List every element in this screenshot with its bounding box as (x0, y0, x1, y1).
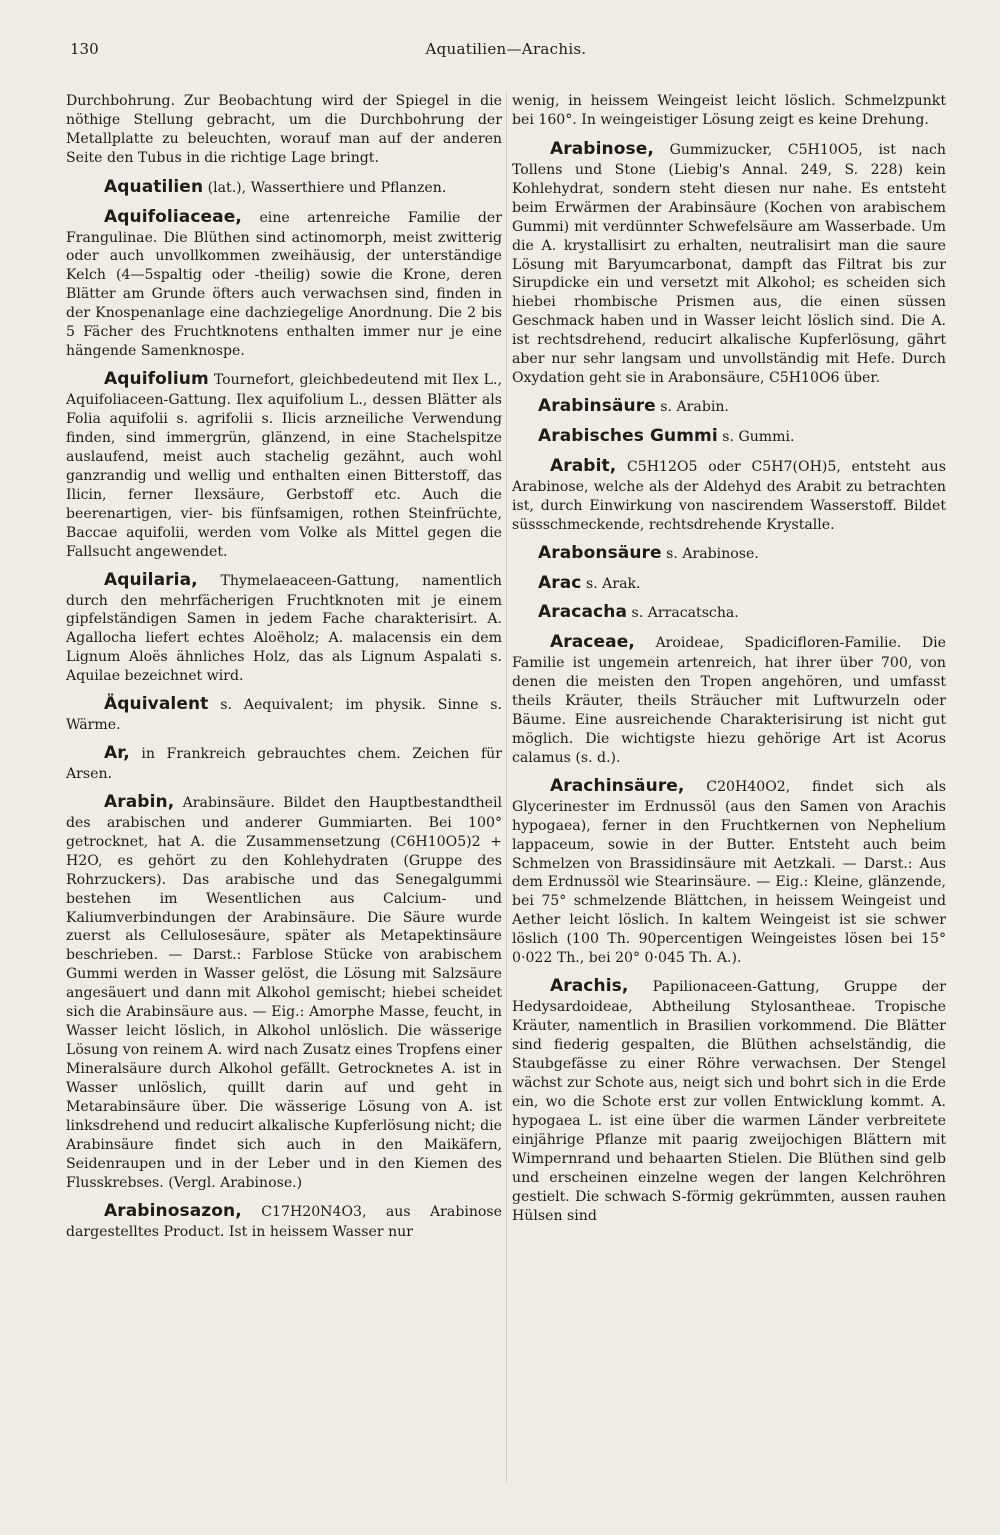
continuation-text: wenig, in heissem Weingeist leicht löslich. Schmelzpunkt bei 160°. In weingeistiger Lösung zeigt es keine Drehung. (512, 93, 946, 128)
entry-body: Arabinsäure. Bildet den Hauptbestandtheil des arabischen und anderer Gummiarten. Bei 100° getrocknet, hat A. die Zusammensetzung (C6H10O5)2 + H2O, es gehört zu den Kohlehydraten (Gruppe des Rohrzuckers). Das arabische und das Senegalgummi bestehen im Wesentlichen aus Calcium- und Kaliumverbindungen der Arabinsäure. Die Säure wurde zuerst als Cellulosesäure, später als Metapektinsäure beschrieben. — Darst.: Farblose Stücke von arabischem Gummi werden in Wasser gelöst, die Lösung mit Salzsäure angesäuert und dann mit Alkohol gemischt; hiebei scheidet sich die Arabinsäure aus. — Eig.: Amorphe Masse, feucht, in Wasser leicht löslich, in Alkohol unlöslich. Die wässerige Lösung von reinem A. wird nach Zusatz eines Tropfens einer Mineralsäure durch Alkohol gefällt. Getrocknetes A. ist in Wasser unlöslich, quillt darin auf und geht in Metarabinsäure über. Die wässerige Lösung von A. ist linksdrehend und reducirt alkalische Kupferlösung nicht; die Arabinsäure findet sich auch in den Maikäfern, Seidenraupen und in der Leber und in den Kiemen des Flusskrebses. (Vergl. Arabinose.) (66, 794, 502, 1191)
headword: Arabin, (104, 791, 175, 812)
entry-aquifoliaceae (66, 206, 502, 362)
entry-body: Papilionaceen-Gattung, Gruppe der Hedysardoideae, Abtheilung Stylosantheae. Tropische Kräuter, namentlich in Brasilien vorkommend. Die Blätter sind fiederig gespalten, die Blüthen achselständig, die Staubgefässe zu einer Röhre verwachsen. Der Stengel wächst zur Schote aus, neigt sich und bohrt sich in die Erde ein, wo die Schote erst zur vollen Entwicklung kommt. A. hypogaea L. ist eine über die warmen Länder verbreitete einjährige Pflanze mit paarig zweijochigen Blättern mit Wimpernrand und behaarten Stielen. Die Blüthen sind gelb und erscheinen einzelne wegen der langen Kelchröhren gestielt. Die schwach S-förmig gekrümmten, aussen rauhen Hülsen sind (512, 979, 946, 1224)
entry-arabisches-gummi (512, 425, 946, 448)
headword: Arabit, (550, 455, 617, 476)
entry-body: s. Aequivalent; im physik. Sinne s. Wärme. (66, 697, 502, 734)
entry-body: C5H12O5 oder C5H7(OH)5, entsteht aus Arabinose, welche als der Aldehyd des Arabit zu betrachten ist, durch Einwirkung von nascirendem Wasserstoff. Bildet süssschmeckende, rechtsdrehende Krystalle. (512, 458, 946, 533)
entry-body: C20H40O2, findet sich als Glycerinester im Erdnussöl (aus den Samen von Arachis hypogaea), ferner in den Fruchtkernen von Nephelium lappaceum, sowie in der Butter. Entsteht auch beim Schmelzen von Brassidinsäure mit Aetzkali. — Darst.: Aus dem Erdnussöl wie Stearinsäure. — Eig.: Kleine, glänzende, bei 75° schmelzende Blättchen, in heissem Weingeist und Aether leicht löslich. In kaltem Weingeist ist sie schwer löslich (100 Th. 90percentigen Weingeistes lösen bei 15° 0·022 Th., bei 20° 0·045 Th. A.). (512, 778, 946, 967)
entry-body: s. Arak. (581, 575, 641, 592)
headword: Äquivalent (104, 694, 209, 715)
headword: Aracacha (538, 602, 628, 623)
entry-arabonsaeure (512, 542, 946, 565)
entry-aquilaria (66, 569, 502, 687)
entry-arachinsaeure (512, 775, 946, 968)
headword: Arachis, (550, 976, 629, 997)
entry-ar (66, 742, 502, 784)
entry-arabit (512, 455, 946, 535)
headword: Aquatilien (104, 176, 204, 197)
headword: Aquifoliaceae, (104, 206, 242, 227)
entry-body: s. Arabinose. (661, 545, 759, 562)
left-column (66, 92, 502, 1249)
entry-aracacha (512, 601, 946, 624)
entry-body: Tournefort, gleichbedeutend mit Ilex L., Aquifoliaceen-Gattung. Ilex aquifolium L., dessen Blätter als Folia aquifolii s. agrifolii s. Ilicis arzneiliche Verwendung finden, sind immergrün, glänzend, in eine Stachelspitze auslaufend, meist auch stachelig gezähnt, auch wohl ganzrandig und wellig und enthalten einen Bitterstoff, das Ilicin, ferner Ilexsäure, Gerbstoff etc. Auch die beerenartigen, vier- bis fünfsamigen, rothen Steinfrüchte, Baccae aquifolii, werden vom Volke als Mittel gegen die Fallsucht angewendet. (66, 372, 502, 560)
entry-arachis (512, 975, 946, 1225)
entry-arac (512, 572, 946, 595)
headword: Arac (538, 572, 582, 593)
entry-aquifolium (66, 368, 502, 561)
entry-arabinose (512, 138, 946, 388)
entry-aquatilien (66, 176, 502, 199)
entry-araceae (512, 631, 946, 768)
headword: Arabisches Gummi (538, 426, 718, 447)
headword: Arabinose, (550, 138, 654, 159)
headword: Arabinosazon, (104, 1200, 242, 1221)
headword: Ar, (104, 743, 130, 764)
headword: Aquifolium (104, 369, 209, 390)
entry-body: (lat.), Wasserthiere und Pflanzen. (203, 179, 447, 196)
page-header (70, 40, 942, 66)
entry-body: s. Gummi. (717, 429, 795, 446)
headword: Arabinsäure (538, 396, 656, 417)
running-head: Aquatilien—Arachis. (425, 40, 587, 58)
entry-arabin (66, 791, 502, 1193)
entry-body: C17H20N4O3, aus Arabinose dargestelltes Product. Ist in heissem Wasser nur (66, 1203, 502, 1240)
continuation-text: Durchbohrung. Zur Beobachtung wird der Spiegel in die nöthige Stellung gebracht, um die Durchbohrung der Metallplatte zu beleuchten, worauf man auf der anderen Seite den Tubus in die richtige Lage bringt. (66, 93, 502, 166)
headword: Aquilaria, (104, 569, 198, 590)
headword: Araceae, (550, 632, 635, 653)
entry-body: eine artenreiche Familie der Frangulinae. Die Blüthen sind actinomorph, meist zwitterig oder auch unvollkommen zweihäusig, der unterständige Kelch (4—5spaltig oder -theilig) sowie die Krone, deren Blätter am Grunde öfters auch verwachsen sind, finden in der Knospenanlage eine dachziegelige Anordnung. Die 2 bis 5 Fächer des Fruchtknotens enthalten immer nur je eine hängende Samenknospe. (66, 209, 502, 360)
entry-aequivalent (66, 693, 502, 735)
entry-arabinsaeure (512, 395, 946, 418)
page-number: 130 (70, 40, 99, 58)
entry-body: Aroideae, Spadicifloren-Familie. Die Familie ist ungemein artenreich, hat ihrer über 700, von denen die meisten den Tropen angehören, und umfasst theils Kräuter, theils Sträucher mit Luftwurzeln oder Bäume. Eine ausreichende Charakterisirung ist nicht gut möglich. Die wichtigste hiezu gehörige Art ist Acorus calamus (s. d.). (512, 635, 946, 766)
headword: Arabonsäure (538, 542, 662, 563)
headword: Arachinsäure, (550, 775, 685, 796)
column-divider (506, 92, 507, 1482)
entry-body: Thymelaeaceen-Gattung, namentlich durch den mehrfächerigen Fruchtknoten mit je einem gipfelständigen Samen in jedem Fache charakterisirt. A. Agallocha liefert echtes Aloëholz; A. malacensis ein dem Lignum Aloës ähnliches Holz, das als Lignum Aspalati s. Aquilae bezeichnet wird. (66, 572, 502, 685)
entry-body: s. Arracatscha. (627, 605, 739, 622)
entry-body: Gummizucker, C5H10O5, ist nach Tollens und Stone (Liebig's Annal. 249, S. 228) kein Kohlehydrat, sondern steht diesen nur nahe. Es entsteht beim Erwärmen der Arabinsäure (Kochen von arabischem Gummi) mit verdünnter Schwefelsäure am Wasserbade. Um die A. krystallisirt zu erhalten, neutralisirt man die saure Lösung mit Baryumcarbonat, dampft das Filtrat bis zur Sirupdicke ein und versetzt mit Alkohol; es scheiden sich hiebei rhombische Prismen aus, die einen süssen Geschmack haben und in Wasser leicht löslich sind. Die A. ist rechtsdrehend, reducirt alkalische Kupferlösung, gährt aber nur sehr langsam und unvollständig mit Hefe. Durch Oxydation geht sie in Arabonsäure, C5H10O6 über. (512, 141, 946, 387)
right-column (512, 92, 946, 1233)
entry-body: in Frankreich gebrauchtes chem. Zeichen für Arsen. (66, 746, 502, 782)
entry-arabinosazon (66, 1200, 502, 1242)
entry-body: s. Arabin. (655, 399, 729, 416)
